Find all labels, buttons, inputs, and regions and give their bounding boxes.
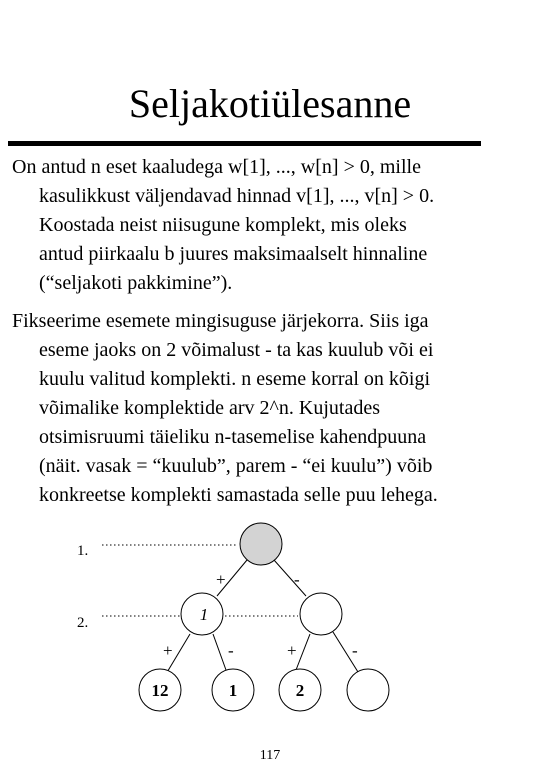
leaf-label: 1: [228, 681, 238, 700]
explanation-line: konkreetse komplekti samastada selle puu lehega.: [39, 484, 438, 506]
explanation-line: (näit. vasak = “kuulub”, parem - “ei kuulu”) võib: [39, 455, 433, 477]
problem-line: On antud n eset kaaludega w[1], ..., w[n] > 0, mille: [12, 156, 421, 178]
problem-line: antud piirkaalu b juures maksimaalselt hinnaline: [39, 243, 428, 265]
level-1-label: 1.: [77, 543, 89, 559]
level-2-label: 2.: [77, 615, 89, 631]
problem-line: (“seljakoti pakkimine”).: [39, 272, 233, 294]
slide-title: Seljakotiülesanne: [128, 81, 412, 126]
explanation-line: otsimisruumi täieliku n-tasemelise kahendpuuna: [39, 426, 427, 448]
explanation-line: võimalike komplektide arv 2^n. Kujutades: [39, 397, 380, 419]
explanation-line: Fikseerime esemete mingisuguse järjekorra. Siis iga: [12, 310, 429, 332]
edge-right-left: [296, 634, 310, 670]
page-number: 117: [259, 748, 281, 763]
edge-label-exclude: -: [228, 641, 234, 660]
edge-label-exclude: -: [352, 641, 358, 660]
problem-line: Koostada neist niisugune komplekt, mis oleks: [39, 214, 407, 236]
leaf-label: 12: [151, 681, 169, 700]
leaf-node: [347, 669, 389, 711]
leaf-label: 2: [295, 681, 305, 700]
edge-label-include: +: [163, 641, 173, 660]
tree-node-right: [300, 593, 342, 635]
explanation-line: kuulu valitud komplekti. n eseme korral on kõigi: [39, 368, 431, 390]
problem-line: kasulikkust väljendavad hinnad v[1], ..., v[n] > 0.: [39, 185, 435, 207]
edge-label-exclude: -: [294, 570, 300, 589]
root-node: [240, 523, 282, 565]
explanation-line: eseme jaoks on 2 võimalust - ta kas kuulub või ei: [39, 339, 434, 361]
edge-root-right: [274, 560, 306, 596]
edge-left-right: [213, 634, 226, 670]
node-label: 1: [199, 605, 209, 624]
edge-label-include: +: [287, 641, 297, 660]
edge-label-include: +: [216, 570, 226, 589]
